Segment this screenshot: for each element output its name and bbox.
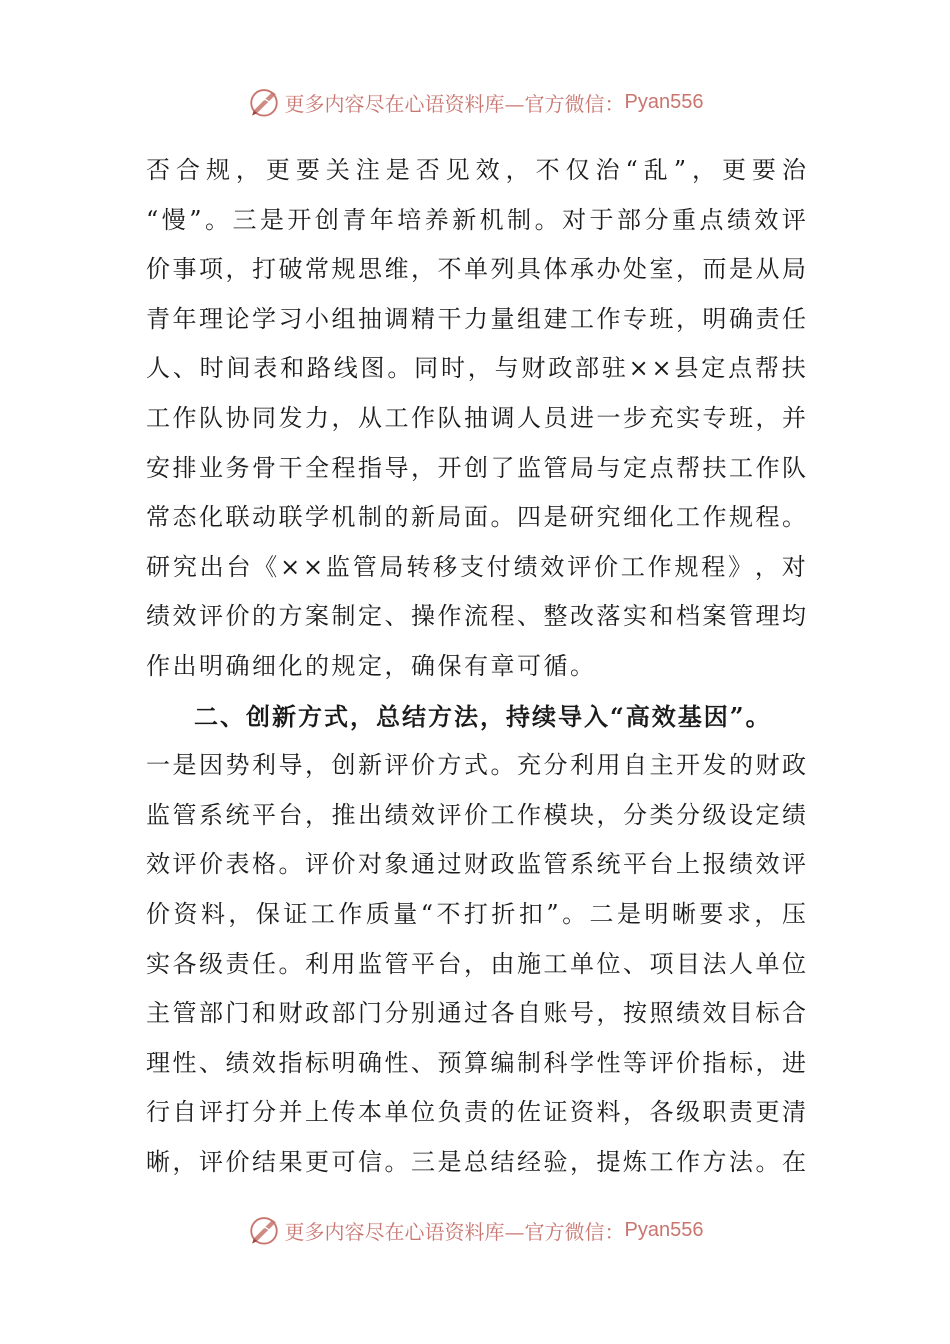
text-line: 效 评 价 表 格 。 评 价 对 象 通 过 财 政 监 管 系 统 平 台 上 报 绩 效 评 (146, 850, 806, 879)
text-line: 监 管 系 统 平 台 ， 推 出 绩 效 评 价 工 作 模 块 ， 分 类 分 级 设 定 绩 (146, 800, 806, 829)
text-line: 工 作 队 协 同 发 力 ， 从 工 作 队 抽 调 人 员 进 一 步 充 实 专 班 ， 并 (146, 403, 806, 432)
pen-logo-icon (247, 1213, 281, 1247)
watermark-text: 更多内容尽在心语资料库—官方微信： (284, 1219, 625, 1244)
text-line: 一 是 因 势 利 导 ， 创 新 评 价 方 式 。 充 分 利 用 自 主 开 发 的 财 政 (146, 751, 806, 780)
text-line: 行 自 评 打 分 并 上 传 本 单 位 负 责 的 佐 证 资 料 ， 各 级 职 责 更 清 (146, 1098, 806, 1127)
text-line: 价 事 项 ， 打 破 常 规 思 维 ， 不 单 列 具 体 承 办 处 室 ， 而 是 从 局 (146, 255, 806, 284)
text-line: 绩 效 评 价 的 方 案 制 定 、 操 作 流 程 、 整 改 落 实 和 档 案 管 理 均 (146, 602, 806, 631)
text-line: 理 性 、 绩 效 指 标 明 确 性 、 预 算 编 制 科 学 性 等 评 价 指 标 ， 进 (146, 1048, 806, 1077)
text-line: 否 合 规 ， 更 要 关 注 是 否 见 效 ， 不 仅 治 “ 乱 ” ， 更 要 治 (146, 156, 806, 184)
text-line: 价 资 料 ， 保 证 工 作 质 量 “ 不 打 折 扣 ” 。 二 是 明 晰 要 求 ， 压 (146, 899, 806, 928)
footer-watermark (0, 1210, 950, 1250)
paragraph-last-line: 作出明确细化的规定，确保有章可循。 (146, 651, 597, 680)
text-line: 晰 ， 评 价 结 果 更 可 信 。 三 是 总 结 经 验 ， 提 炼 工 作 方 法 。 在 (146, 1147, 806, 1176)
section-heading: 二、创新方式，总结方法，持续导入“高效基因”。 (194, 701, 772, 731)
text-line: “ 慢 ” 。 三 是 开 创 青 年 培 养 新 机 制 。 对 于 部 分 重 点 绩 效 评 (146, 205, 806, 234)
watermark-text: 更多内容尽在心语资料库—官方微信： (284, 91, 625, 116)
text-line: 常 态 化 联 动 联 学 机 制 的 新 局 面 。 四 是 研 究 细 化 工 作 规 程 。 (146, 503, 806, 532)
watermark-wechat-id: Pyan556 (624, 90, 704, 113)
header-watermark (0, 82, 950, 122)
text-line: 主 管 部 门 和 财 政 部 门 分 别 通 过 各 自 账 号 ， 按 照 绩 效 目 标 合 (146, 999, 806, 1028)
text-line: 安 排 业 务 骨 干 全 程 指 导 ， 开 创 了 监 管 局 与 定 点 帮 扶 工 作 队 (146, 453, 806, 482)
pen-logo-icon (247, 85, 281, 119)
text-line: 青 年 理 论 学 习 小 组 抽 调 精 干 力 量 组 建 工 作 专 班 ， 明 确 责 任 (146, 304, 806, 333)
text-line: 实 各 级 责 任 。 利 用 监 管 平 台 ， 由 施 工 单 位 、 项 目 法 人 单 位 (146, 949, 806, 978)
text-line: 人 、 时 间 表 和 路 线 图 。 同 时 ， 与 财 政 部 驻 × × 县 定 点 帮 扶 (146, 354, 806, 383)
text-line: 研 究 出 台 《 × × 监 管 局 转 移 支 付 绩 效 评 价 工 作 规 程 》 ， 对 (146, 552, 806, 581)
document-body (146, 146, 806, 1187)
watermark-wechat-id: Pyan556 (624, 1218, 704, 1241)
